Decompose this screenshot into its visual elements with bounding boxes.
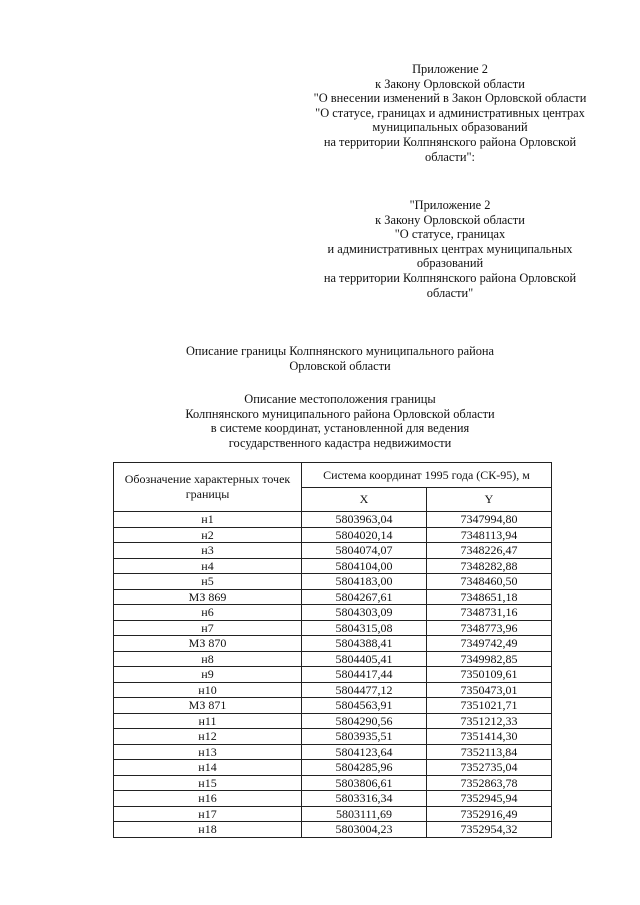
y-cell: 7348731,16 (427, 605, 552, 621)
x-cell: 5804123,64 (302, 744, 427, 760)
y-cell: 7348460,50 (427, 574, 552, 590)
y-cell: 7352954,32 (427, 822, 552, 838)
y-cell: 7352735,04 (427, 760, 552, 776)
y-cell: 7351021,71 (427, 698, 552, 714)
x-cell: 5804405,41 (302, 651, 427, 667)
x-cell: 5803806,61 (302, 775, 427, 791)
table-row (114, 636, 552, 652)
appendix-header-line: области": (425, 149, 475, 164)
table-row (114, 698, 552, 714)
x-cell: 5804267,61 (302, 589, 427, 605)
point-cell: н4 (114, 558, 302, 574)
appendix-header-line: "О статусе, границах и административных центрах (315, 105, 585, 120)
point-cell: н13 (114, 744, 302, 760)
table-row (114, 791, 552, 807)
x-cell: 5804303,09 (302, 605, 427, 621)
point-cell: н15 (114, 775, 302, 791)
y-cell: 7350473,01 (427, 682, 552, 698)
table-row (114, 682, 552, 698)
table-row (114, 806, 552, 822)
point-cell: н18 (114, 822, 302, 838)
document-subtitle-line: в системе координат, установленной для ведения (210, 421, 470, 436)
x-cell: 5804020,14 (302, 527, 427, 543)
y-cell: 7352945,94 (427, 791, 552, 807)
y-cell: 7349742,49 (427, 636, 552, 652)
appendix-header (300, 62, 600, 164)
document-title-line: Описание границы Колпнянского муниципального района (185, 344, 495, 358)
table-row (114, 512, 552, 528)
y-cell: 7348113,94 (427, 527, 552, 543)
appendix-header-line: к Закону Орловской области (375, 76, 525, 91)
point-cell: МЗ 871 (114, 698, 302, 714)
coordinates-table (113, 462, 552, 838)
x-cell: 5804285,96 (302, 760, 427, 776)
appendix-quote-line: образований (416, 256, 484, 271)
x-cell: 5803963,04 (302, 512, 427, 528)
table-row (114, 744, 552, 760)
table-row (114, 574, 552, 590)
x-cell: 5803004,23 (302, 822, 427, 838)
appendix-quote-line: "О статусе, границах (394, 227, 506, 242)
x-cell: 5804104,00 (302, 558, 427, 574)
x-cell: 5803111,69 (302, 806, 427, 822)
point-cell: н16 (114, 791, 302, 807)
document-subtitle-line: Описание местоположения границы (244, 392, 436, 406)
y-cell: 7352863,78 (427, 775, 552, 791)
document-subtitle (150, 392, 530, 450)
point-cell: н14 (114, 760, 302, 776)
appendix-quote-line: области" (426, 285, 474, 300)
document-title-line: Орловской области (289, 358, 391, 373)
y-cell: 7351212,33 (427, 713, 552, 729)
x-column-header: X (302, 488, 427, 512)
y-cell: 7348226,47 (427, 543, 552, 559)
x-cell: 5804183,00 (302, 574, 427, 590)
appendix-quote-line: и административных центрах муниципальных (327, 241, 573, 256)
table-row (114, 620, 552, 636)
point-cell: МЗ 870 (114, 636, 302, 652)
appendix-quote-line: к Закону Орловской области (375, 212, 525, 227)
point-cell: н11 (114, 713, 302, 729)
coordinate-system-header: Система координат 1995 года (СК-95), м (302, 463, 552, 488)
y-cell: 7352916,49 (427, 806, 552, 822)
appendix-header-line: на территории Колпнянского района Орловской (323, 134, 577, 149)
x-cell: 5804388,41 (302, 636, 427, 652)
y-cell: 7347994,80 (427, 512, 552, 528)
point-cell: н6 (114, 605, 302, 621)
x-cell: 5804477,12 (302, 682, 427, 698)
table-row (114, 713, 552, 729)
y-column-header: Y (427, 488, 552, 512)
x-cell: 5804563,91 (302, 698, 427, 714)
x-cell: 5804315,08 (302, 620, 427, 636)
point-cell: н3 (114, 543, 302, 559)
point-cell: н7 (114, 620, 302, 636)
y-cell: 7350109,61 (427, 667, 552, 683)
point-cell: н5 (114, 574, 302, 590)
appendix-quote (300, 198, 600, 300)
x-cell: 5803316,34 (302, 791, 427, 807)
table-body (114, 512, 552, 838)
appendix-quote-line: "Приложение 2 (409, 198, 491, 212)
x-cell: 5804417,44 (302, 667, 427, 683)
document-title (150, 344, 530, 373)
point-cell: МЗ 869 (114, 589, 302, 605)
appendix-header-line: Приложение 2 (412, 62, 488, 76)
point-cell: н2 (114, 527, 302, 543)
table-row (114, 543, 552, 559)
x-cell: 5803935,51 (302, 729, 427, 745)
x-cell: 5804074,07 (302, 543, 427, 559)
y-cell: 7351414,30 (427, 729, 552, 745)
point-cell: н10 (114, 682, 302, 698)
table-row (114, 667, 552, 683)
y-cell: 7349982,85 (427, 651, 552, 667)
appendix-quote-line: на территории Колпнянского района Орловской (323, 270, 577, 285)
table-row (114, 589, 552, 605)
point-cell: н9 (114, 667, 302, 683)
table-row (114, 760, 552, 776)
appendix-header-line: "О внесении изменений в Закон Орловской области (313, 91, 587, 106)
appendix-header-line: муниципальных образований (372, 120, 528, 135)
table-row (114, 729, 552, 745)
point-cell: н8 (114, 651, 302, 667)
table-row (114, 775, 552, 791)
table-row (114, 558, 552, 574)
x-cell: 5804290,56 (302, 713, 427, 729)
y-cell: 7352113,84 (427, 744, 552, 760)
y-cell: 7348282,88 (427, 558, 552, 574)
y-cell: 7348651,18 (427, 589, 552, 605)
table-row (114, 527, 552, 543)
point-cell: н1 (114, 512, 302, 528)
table-row (114, 651, 552, 667)
document-subtitle-line: государственного кадастра недвижимости (228, 435, 452, 450)
document-subtitle-line: Колпнянского муниципального района Орловской области (185, 406, 495, 421)
table-row (114, 605, 552, 621)
point-cell: н12 (114, 729, 302, 745)
y-cell: 7348773,96 (427, 620, 552, 636)
point-cell: н17 (114, 806, 302, 822)
table-row (114, 822, 552, 838)
point-column-header: Обозначение характерных точек границы (114, 463, 302, 512)
